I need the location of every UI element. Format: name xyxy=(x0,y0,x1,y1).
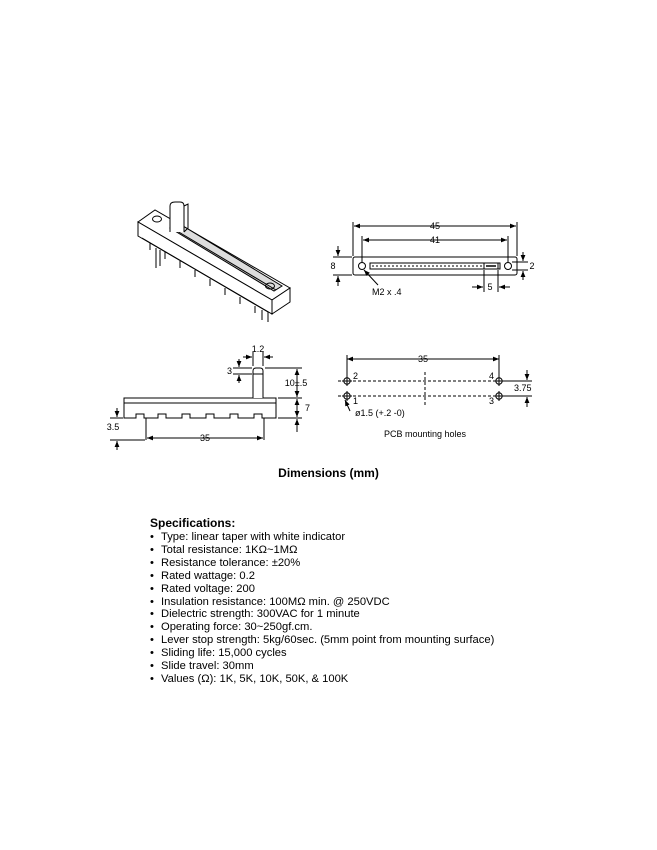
bullet-icon: • xyxy=(150,569,154,582)
bullet-icon: • xyxy=(150,595,154,608)
pin-label-4: 4 xyxy=(489,371,495,381)
top-view xyxy=(333,222,528,292)
bullet-icon: • xyxy=(150,621,154,634)
spec-item xyxy=(150,570,494,583)
bullet-icon: • xyxy=(150,556,154,569)
spec-text: Type: linear taper with white indicator xyxy=(161,531,346,543)
dim-slot-end: 5 xyxy=(487,282,493,292)
dim-pcb-hole-spacing: 35 xyxy=(417,354,429,364)
spec-item xyxy=(150,583,494,596)
spec-text: Dielectric strength: 300VAC for 1 minute xyxy=(161,608,360,621)
spec-text: Sliding life: 15,000 cycles xyxy=(161,647,287,660)
callout-thread: M2 x .4 xyxy=(372,287,402,297)
bullet-icon: • xyxy=(150,647,154,660)
bullet-icon: • xyxy=(150,660,154,673)
dim-hole-spacing: 41 xyxy=(429,235,441,245)
hole-diameter: ø1.5 (+.2 -0) xyxy=(355,408,405,418)
dim-height: 8 xyxy=(330,261,336,271)
spec-text: Total resistance: 1KΩ~1MΩ xyxy=(161,543,298,556)
spec-item xyxy=(150,673,494,686)
pin-label-3: 3 xyxy=(489,396,495,406)
pin-label-1: 1 xyxy=(353,396,359,406)
spec-item xyxy=(150,596,494,609)
bullet-icon: • xyxy=(150,582,154,595)
side-view-labels xyxy=(107,344,310,443)
spec-text: Values (Ω): 1K, 5K, 10K, 50K, & 100K xyxy=(161,672,349,685)
dim-lever-top: 3 xyxy=(226,366,232,376)
spec-item xyxy=(150,621,494,634)
isometric-view xyxy=(138,202,290,322)
figure-caption: Dimensions (mm) xyxy=(278,466,379,480)
bullet-icon: • xyxy=(150,608,154,621)
spec-item xyxy=(150,660,494,673)
pcb-view xyxy=(338,355,532,411)
bullet-icon: • xyxy=(150,634,154,647)
pin-label-2: 2 xyxy=(353,371,359,381)
spec-item xyxy=(150,544,494,557)
spec-item xyxy=(150,557,494,570)
spec-item xyxy=(150,634,494,647)
dim-lever-height: 10±.5 xyxy=(284,378,308,388)
dim-overall-length: 45 xyxy=(429,221,441,231)
dim-row-spacing: 3.75 xyxy=(514,383,532,393)
spec-text: Operating force: 30~250gf.cm. xyxy=(161,621,313,634)
dim-pin-spacing: 35 xyxy=(199,433,211,443)
dim-hole-offset: 2 xyxy=(529,261,535,271)
spec-item xyxy=(150,608,494,621)
spec-text: Rated voltage: 200 xyxy=(161,582,255,595)
dim-body-height: 7 xyxy=(305,403,311,413)
dim-pin-length: 3.5 xyxy=(106,422,120,432)
spec-text: Insulation resistance: 100MΩ min. @ 250VDC xyxy=(161,595,390,608)
specifications-heading: Specifications: xyxy=(150,516,236,530)
bullet-icon: • xyxy=(150,531,154,543)
spec-text: Resistance tolerance: ±20% xyxy=(161,556,301,569)
spec-item xyxy=(150,647,494,660)
dim-lever-width: 1.2 xyxy=(251,344,265,354)
spec-text: Lever stop strength: 5kg/60sec. (5mm point from mounting surface) xyxy=(161,634,495,647)
specifications-list xyxy=(150,531,494,686)
spec-text: Slide travel: 30mm xyxy=(161,660,254,673)
bullet-icon: • xyxy=(150,543,154,556)
spec-item xyxy=(150,531,494,544)
spec-text: Rated wattage: 0.2 xyxy=(161,569,255,582)
pcb-caption: PCB mounting holes xyxy=(384,429,467,439)
bullet-icon: • xyxy=(150,672,154,685)
